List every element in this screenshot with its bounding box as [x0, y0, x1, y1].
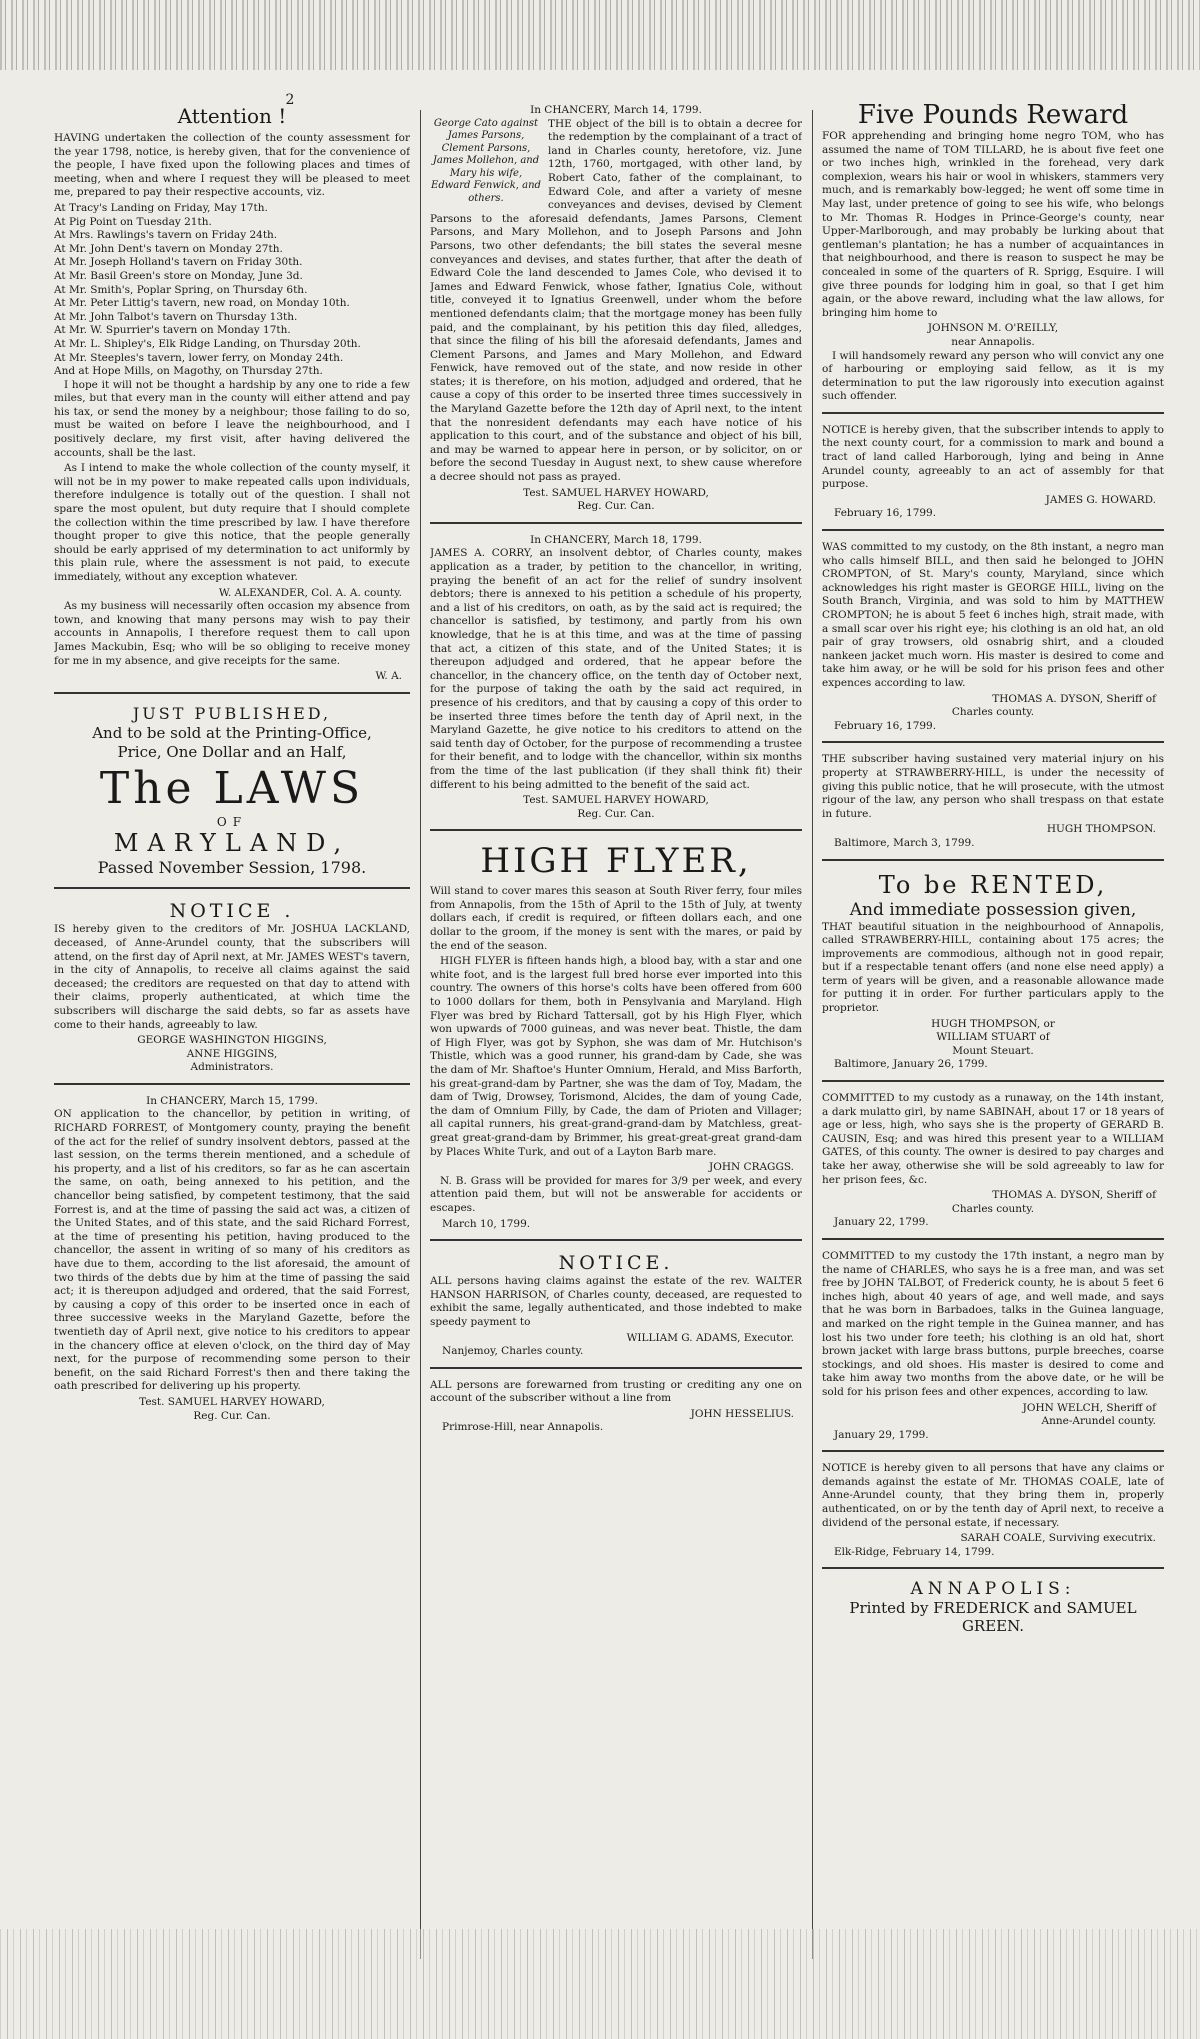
reward-title: Five Pounds Reward — [857, 104, 1129, 130]
laws-advertisement — [54, 704, 410, 880]
date: January 22, 1799. — [834, 1216, 929, 1229]
scan-noise-top — [0, 0, 1200, 70]
list-item: And at Hope Mills, on Magothy, on Thursday 27th. — [54, 365, 323, 378]
harrison-notice — [430, 1251, 802, 1359]
notice-body: NOTICE is hereby given to all persons that have any claims or demands against the estate of Mr. THOMAS COALE, late of Anne-Arundel county, that they bring them in, properly authenticated, on or by the tenth day of April next, to receive a dividend of the personal estate, if necessary. — [822, 1462, 1164, 1529]
imprint-city: ANNAPOLIS: — [910, 1579, 1076, 1600]
reward-advertisement — [822, 104, 1164, 404]
column-right — [822, 104, 1164, 1959]
signature-role: Charles county. — [951, 706, 1035, 719]
laws-title: The LAWS — [99, 762, 365, 814]
list-item: At Mr. John Talbot's tavern on Thursday 13th. — [54, 310, 298, 323]
list-item: At Mr. L. Shipley's, Elk Ridge Landing, on Thursday 20th. — [54, 337, 361, 350]
list-item: At Mr. W. Spurrier's tavern on Monday 17th. — [54, 324, 291, 337]
strawberry-hill-notice — [822, 753, 1164, 850]
initials: W. A. — [375, 670, 402, 683]
imprint-printer: Printed by FREDERICK and SAMUEL — [849, 1599, 1137, 1618]
list-item: At Tracy's Landing on Friday, May 17th. — [54, 201, 268, 214]
rent-subtitle: And immediate possession given, — [849, 899, 1137, 920]
divider — [54, 692, 410, 694]
column-middle — [430, 104, 802, 1959]
notice-body: THE subscriber having sustained very material injury on his property at STRAWBERRY-HILL, is under the necessity of giving this public notice, that he will prosecute, with the utmost rigour of the law, any person who shall trespass on that estate in future. — [822, 753, 1164, 820]
highflyer-body: HIGH FLYER is fifteen hands high, a blood bay, with a star and one white foot, and is the largest full bred horse ever imported into this country. The owners of this horse's colts have been offered from 600 to 1000 dollars for them, both in Pensylvania and Maryland. High Flyer was bred by Richard Tattersall, got by his High Flyer, which won upwards of 7000 guineas, and was never beat. Thistle, the dam of High Flyer, was got by Syphon, she was dam of Mr. Hutchison's Thistle, which was a good runner, his grand-dam by Cade, she was the dam of Mr. Shaftoe's Hunter Omnium, Herald, and Miss Barforth, his great-grand-dam by Partner, she was the dam of Toy, Madam, the dam of Twig, Drowsey, Torismond, Alcides, the dam of young Cade, the dam of Omnium Filly, by Cade, the dam of Prioten and Villager; all capital runners, his great-grand-grand-dam by Matchless, great-great great-grand-dam by Brimmer, his great-great-great grand-dam by Places White Turk, and out of a Layton Barb mare. — [430, 955, 802, 1158]
date: March 10, 1799. — [442, 1217, 531, 1230]
notice-body: IS hereby given to the creditors of Mr. JOSHUA LACKLAND, deceased, of Anne-Arundel county, that the subscribers will attend, on the first day of April next, at Mr. JAMES WEST's tavern, in the city of Annapolis, to receive all claims against the said deceased; the creditors are requested on that day to attend with their claims, properly authenticated, at which time the subscribers will discharge the said debts, so far as assets have come to their hands, agreeably to law. — [54, 923, 410, 1031]
divider — [430, 1367, 802, 1369]
attention-body: HAVING undertaken the collection of the county assessment for the year 1798, notice, is hereby given, that for the convenience of the people, I have fixed upon the following places and times of meeting, when and where I request they will be pleased to meet me, prepared to pay their respective accounts, viz. — [54, 132, 410, 199]
divider — [822, 1080, 1164, 1082]
divider — [822, 529, 1164, 531]
list-item: At Mr. John Dent's tavern on Monday 27th. — [54, 242, 283, 255]
signature: ANNE HIGGINS, — [186, 1047, 278, 1060]
highflyer-note: N. B. Grass will be provided for mares for 3/9 per week, and every attention paid them, but will not be answerable for accidents or escapes. — [430, 1174, 802, 1214]
reward-postscript: I will handsomely reward any person who will convict any one of harbouring or employing said fellow, as it is my determination to put the law rigorously into execution against such offender. — [822, 349, 1164, 403]
chancery-body: ON application to the chancellor, by petition in writing, of RICHARD FORREST, of Montgomery county, praying the benefit of the act for the relief of sundry insolvent debtors, passed at the last session, on the terms therein mentioned, and a schedule of his property, and a list of his creditors, so far as he can ascertain the same, on oath, being annexed to his petition, and the chancellor being satisfied, by competent testimony, that the said Forrest is, and at the time of passing the said act was, a citizen of the United States, and of this state, and the said Richard Forrest, at the time of presenting his petition, having produced to the chancellor, the assent in writing of so many of his creditors as have due to them, according to the list aforesaid, the amount of two thirds of the debts due by him at the time of passing the said act; it is thereupon adjudged and ordered, that the said Forrest, by causing a copy of this order to be inserted once in each of three successive weeks in the Maryland Gazette, before the twentieth day of April next, give notice to his creditors to appear in the chancery office at eleven o'clock, on the third day of May next, for the purpose of recommending some person to their benefit, on the said Richard Forrest's then and there taking the oath prescribed for delivering up his property. — [54, 1108, 410, 1393]
notice-body: COMMITTED to my custody as a runaway, on the 14th instant, a dark mulatto girl, by name SABINAH, about 17 or 18 years of age or less, high, who says she is the property of GERARD B. CAUSIN, Esq; and was hired this present year to a WILLIAM GATES, of this county. The owner is desired to pay charges and take her away, otherwise she will be sold agreeably to law for her prison fees, &c. — [822, 1092, 1164, 1186]
signature: Test. SAMUEL HARVEY HOWARD, — [523, 486, 709, 499]
committed-sabinah-notice — [822, 1092, 1164, 1230]
divider — [822, 1450, 1164, 1452]
date: Elk-Ridge, February 14, 1799. — [834, 1545, 995, 1558]
signature: WILLIAM G. ADAMS, Executor. — [626, 1331, 794, 1344]
signature: JOHN WELCH, Sheriff of — [1022, 1401, 1156, 1414]
rent-advertisement — [822, 871, 1164, 1073]
signature: THOMAS A. DYSON, Sheriff of — [992, 692, 1156, 705]
signature: THOMAS A. DYSON, Sheriff of — [992, 1189, 1156, 1202]
chancery-body: JAMES A. CORRY, an insolvent debtor, of Charles county, makes application as a trader, by petition to the chancellor, in writing, praying the benefit of an act for the relief of sundry insolvent debtors; there is annexed to his petition a schedule of his property, and a list of his creditors, on oath, as by the said act is required; the chancellor is satisfied, by testimony, and partly from his own knowledge, that he is at this time, and was at the time of passing that act, a citizen of this state, and of the United States; it is thereupon adjudged and ordered, that he appear before the chancellor, in the chancery office, on the tenth day of October next, for the purpose of taking the oath by the said act required, in presence of his creditors, and that by causing a copy of this order to be inserted three times before the tenth day of April next, in the Maryland Gazette, he give notice to his creditors to attend on the said tenth day of October, for the purpose of recommending a trustee for their benefit, and to lodge with the chancellor, within six months from the time of the last publication (if they shall think fit) their different to his being admitted to the benefit of the said act. — [430, 547, 802, 791]
divider — [430, 1239, 802, 1241]
laws-of: OF — [216, 814, 248, 829]
list-item: At Mr. Joseph Holland's tavern on Friday 30th. — [54, 256, 303, 269]
laws-state: MARYLAND, — [113, 829, 351, 858]
rent-title: To be RENTED, — [878, 870, 1108, 899]
chancery-heading: In CHANCERY, March 15, 1799. — [146, 1094, 318, 1107]
signature-role: Charles county. — [951, 1202, 1035, 1215]
attention-notice — [54, 104, 410, 684]
divider — [54, 1083, 410, 1085]
notice-body: NOTICE is hereby given, that the subscriber intends to apply to the next county court, for a commission to mark and bound a tract of land called Harborough, lying and being in Anne Arundel county, agreeably to an act of assembly for that purpose. — [822, 423, 1164, 491]
imprint — [822, 1579, 1164, 1635]
signature: W. ALEXANDER, Col. A. A. county. — [218, 586, 402, 599]
date: Baltimore, January 26, 1799. — [834, 1058, 988, 1071]
notice-body: COMMITTED to my custody the 17th instant, a negro man by the name of CHARLES, who says he is a free man, and was set free by JOHN TALBOT, of Frederick county, he is about 5 feet 6 inches high, about 40 years of age, and well made, and says that he was born in Barbadoes, talks in the Guinea language, and marked on the right temple in the Guinea manner, and has lost his two under fore teeth; his clothing is an old hat, short brown jacket with large brass buttons, purple breeches, coarse stockings, and old shoes. His master is desired to come and take him away two months from the above date, or he will be sold for his prison fees and other expences, according to law. — [822, 1249, 1164, 1398]
signature: HUGH THOMPSON, or — [931, 1017, 1055, 1030]
highflyer-title: HIGH FLYER, — [480, 841, 752, 882]
attention-paragraph: As I intend to make the whole collection of the county myself, it will not be in my power to make repeated calls upon individuals, therefore indulgence is totally out of the question. I shall not spare the most opulent, but duty require that I should complete the collection within the time prescribed by law. I have therefore thought proper to give this notice, that the people generally should be early apprised of my determination to act uniformly by this plain rule, where the assessment is not paid, to execute immediately, without any exception whatever. — [54, 462, 410, 583]
forrest-chancery — [54, 1095, 410, 1423]
divider — [822, 1567, 1164, 1569]
date: January 29, 1799. — [834, 1428, 929, 1441]
divider — [822, 1238, 1164, 1240]
imprint-printer: GREEN. — [961, 1617, 1025, 1636]
rent-body: THAT beautiful situation in the neighbourhood of Annapolis, called STRAWBERRY-HILL, containing about 175 acres; the improvements are commodious, although not in good repair, but if a respectable tenant offers (and none else need apply) a term of years will be given, and a reasonable allowance made for putting it in order. For further particulars apply to the proprietor. — [822, 920, 1164, 1015]
notice-title: NOTICE . — [169, 900, 295, 923]
signature: WILLIAM STUART of — [936, 1031, 1050, 1044]
place: Nanjemoy, Charles county. — [442, 1345, 584, 1358]
notice-title: NOTICE. — [558, 1252, 674, 1275]
notice-body: ALL persons are forewarned from trusting or crediting any one on account of the subscriber without a line from — [430, 1378, 802, 1405]
chancery-heading: In CHANCERY, March 18, 1799. — [530, 533, 702, 546]
meeting-places-list — [54, 202, 410, 379]
list-item: At Mr. Basil Green's store on Monday, June 3d. — [54, 269, 303, 282]
divider — [54, 887, 410, 889]
chancery-body: THE object of the bill is to obtain a decree for the redemption by the complainant of a tract of land in Charles county, heretofore, viz. June 12th, 1760, mortgaged, with other land, by Robert Cato, father of the complainant, to Edward Cole, and after a variety of mesne conveyances and devises, devised by Clement Parsons to the aforesaid defendants, James Parsons, Clement Parsons, and Mary Mollehon, and to Joseph Parsons and John Parsons, two other defendants; the bill states the several mesne conveyances and devises, and states further, that after the death of Edward Cole the land descended to James Cole, who devised it to James and Edward Fenwick, whose father, Ignatius Cole, without title, conveyed it to Ignatius Greenwell, under whom the before mentioned defendants claim; that the mortgage money has been fully paid, and the complainant, by his petition this day filed, alledges, that since the filing of his bill the aforesaid defendants, James and Clement Parsons, and James and Mary Mollehon, and Edward Fenwick, have removed out of the state, and now reside in other states; it is therefore, on his motion, adjudged and ordered, that he cause a copy of this order to be inserted three times successively in the Maryland Gazette before the 12th day of April next, to the intent that the nonresident defendants may each have notice of his application to this court, and of the substance and object of his bill, and may be warned to appear here in person, or by solicitor, on or before the second Tuesday in August next, to shew cause wherefore a decree should not pass as prayed. — [430, 117, 802, 484]
signature-role: Anne-Arundel county. — [1041, 1415, 1156, 1428]
list-item: At Mr. Smith's, Poplar Spring, on Thursday 6th. — [54, 283, 308, 296]
signature-role: Reg. Cur. Can. — [193, 1409, 271, 1422]
highflyer-intro: Will stand to cover mares this season at South River ferry, four miles from Annapolis, from the 15th of April to the 15th of July, at twenty dollars each, if credit is required, or fifteen dollars each, and one dollar to the groom, if the money is sent with the mares, or paid by the end of the season. — [430, 885, 802, 952]
howard-notice — [822, 424, 1164, 521]
page-number: 2 — [285, 92, 295, 108]
signature-role: Reg. Cur. Can. — [577, 500, 655, 513]
signature: JOHNSON M. O'REILLY, — [927, 322, 1059, 335]
column-left — [54, 104, 410, 1959]
laws-session: Passed November Session, 1798. — [97, 858, 367, 878]
committed-charles-notice — [822, 1250, 1164, 1442]
divider — [430, 522, 802, 524]
divider — [822, 741, 1164, 743]
coale-notice — [822, 1462, 1164, 1559]
signature-role: Administrators. — [190, 1061, 274, 1074]
divider — [822, 412, 1164, 414]
column-rule — [420, 110, 421, 1959]
hesselius-notice — [430, 1379, 802, 1435]
notice-body: ALL persons having claims against the estate of the rev. WALTER HANSON HARRISON, of Charles county, deceased, are requested to exhibit the same, legally authenticated, and those indebted to make speedy payment to — [430, 1275, 802, 1328]
attention-paragraph: I hope it will not be thought a hardship by any one to ride a few miles, but that every man in the county will either attend and pay his tax, or send the money by a neighbour; those failing to do so, must be waited on before I leave the neighbourhood, and I positively declare, my first visit, after having delivered the accounts, shall be the last. — [54, 378, 410, 459]
signature: JOHN HESSELIUS. — [690, 1407, 794, 1420]
signature: Test. SAMUEL HARVEY HOWARD, — [139, 1395, 325, 1408]
chancery-parties: George Cato against James Parsons, Clement Parsons, James Mollehon, and Mary his wife, Edward Fenwick, and others. — [431, 117, 541, 204]
signature: Test. SAMUEL HARVEY HOWARD, — [523, 794, 709, 807]
list-item: At Mr. Steeples's tavern, lower ferry, on Monday 24th. — [54, 351, 344, 364]
date: February 16, 1799. — [834, 507, 937, 520]
signature: HUGH THOMPSON. — [1046, 823, 1156, 836]
laws-line: Price, One Dollar and an Half, — [117, 742, 347, 761]
list-item: At Mrs. Rawlings's tavern on Friday 24th. — [54, 229, 278, 242]
scan-noise-bottom — [0, 1929, 1200, 2039]
signature: GEORGE WASHINGTON HIGGINS, — [137, 1034, 327, 1047]
highflyer-advertisement — [430, 841, 802, 1231]
committed-bill-notice — [822, 541, 1164, 733]
lackland-notice — [54, 899, 410, 1075]
chancery-heading: In CHANCERY, March 14, 1799. — [530, 104, 702, 116]
signature: near Annapolis. — [951, 335, 1035, 348]
signature: JAMES G. HOWARD. — [1045, 493, 1156, 506]
date: Baltimore, March 3, 1799. — [834, 836, 975, 849]
signature: Mount Steuart. — [952, 1044, 1034, 1057]
signature: JOHN CRAGGS. — [709, 1161, 794, 1174]
laws-line: And to be sold at the Printing-Office, — [92, 723, 372, 742]
column-rule — [812, 110, 813, 1959]
list-item: At Pig Point on Tuesday 21th. — [54, 215, 212, 228]
signature: SARAH COALE, Surviving executrix. — [960, 1532, 1156, 1545]
cato-chancery — [430, 104, 802, 514]
reward-body: FOR apprehending and bringing home negro TOM, who has assumed the name of TOM TILLARD, he is about five feet one or two inches high, wrinkled in the forehead, very dark complexion, wears his hair or wool in whiskers, stammers very much, and is remarkably bow-legged; he went off some time in May last, under pretence of going to see his wife, who belongs to Mr. Thomas R. Hodges in Prince-George's county, near Upper-Marlborough, and may probably be lurking about that gentleman's plantation; he has a number of acquaintances in that neighbourhood, and there is reason to suspect he may be concealed in some of the quarters of R. Sprigg, Esquire. I will give three pounds for lodging him in goal, so that I get him again, or the above reward, including what the law allows, for bringing him home to — [822, 130, 1164, 319]
divider — [430, 829, 802, 831]
list-item: At Mr. Peter Littig's tavern, new road, on Monday 10th. — [54, 297, 350, 310]
date: February 16, 1799. — [834, 719, 937, 732]
divider — [822, 859, 1164, 861]
signature-role: Reg. Cur. Can. — [577, 807, 655, 820]
notice-body: WAS committed to my custody, on the 8th instant, a negro man who calls himself BILL, and then said he belonged to JOHN CROMPTON, of St. Mary's county, Maryland, since which acknowledges his right master is GEORGE HILL, living on the South Branch, Virginia, and was sold to him by MATTHEW CROMPTON; he is about 5 feet 6 inches high, strait made, with a small scar over his right eye; his clothing is an old hat, an old pair of gray trowsers, old osnabrig shirt, and a clouded nankeen jacket much worn. His master is desired to come and take him away, or he will be sold for his prison fees and other expences according to law. — [822, 541, 1164, 689]
corry-chancery — [430, 534, 802, 821]
attention-title: Attention ! — [177, 104, 287, 128]
attention-paragraph: As my business will necessarily often occasion my absence from town, and knowing that many persons may wish to pay their accounts in Annapolis, I therefore request them to call upon James Mackubin, Esq; who will be so obliging to receive money for me in my absence, and give receipts for the same. — [54, 600, 410, 667]
laws-line: JUST PUBLISHED, — [132, 703, 332, 723]
place: Primrose-Hill, near Annapolis. — [442, 1421, 604, 1434]
